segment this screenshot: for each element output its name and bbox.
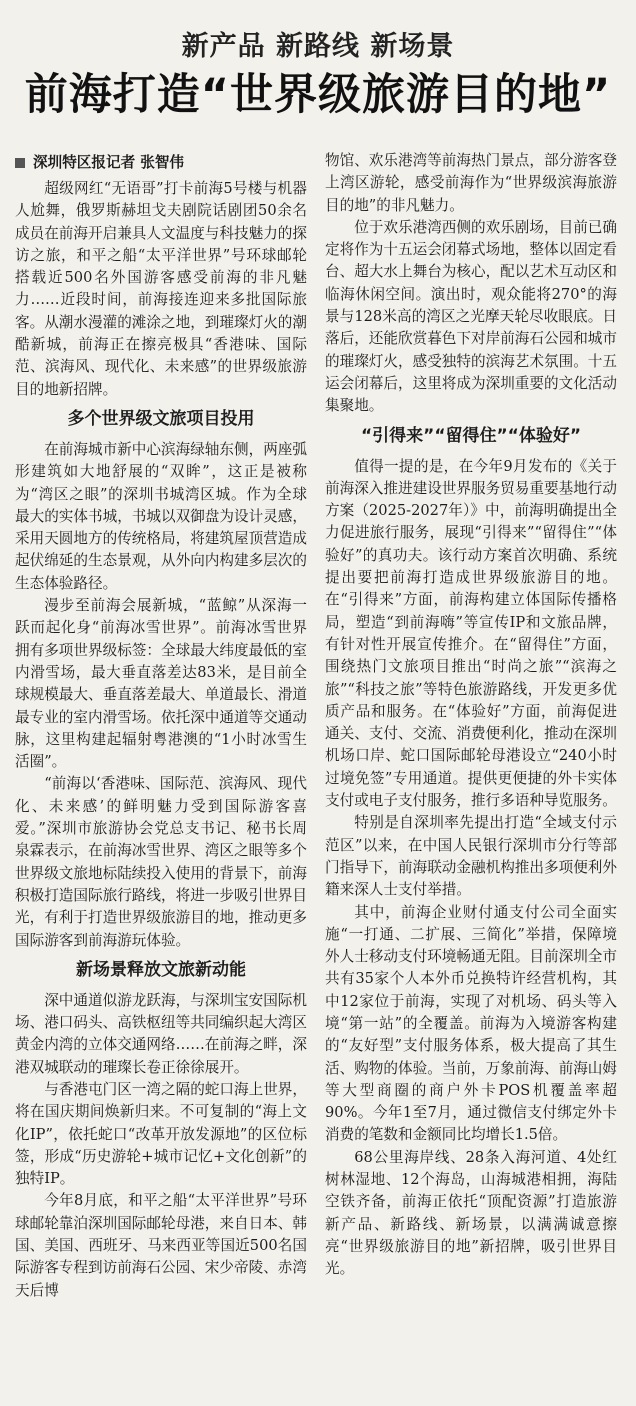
paragraph: 深中通道似游龙跃海，与深圳宝安国际机场、港口码头、高铁枢纽等共同编织起大湾区黄金内湾的立体交通网络……在前海之畔，深港双城联动的璀璨长卷正徐徐展开。 (15, 991, 307, 1076)
paragraph: 68公里海岸线、28条入海河道、4处红树林湿地、12个海岛，山海城港相拥，海陆空铁齐备，前海正依托“顶配资源”打造旅游新产品、新路线、新场景，以满满诚意擦亮“世界级旅游目的地”新招牌，吸引世界目光。 (325, 1148, 617, 1278)
paragraph: 今年8月底，和平之船“太平洋世界”号环球邮轮靠泊深圳国际邮轮母港，来自日本、韩国、美国、西班牙、马来西亚等国近500名国际游客专程到访前海石公园、宋少帝陵、赤湾天后博 (15, 1192, 307, 1299)
paragraph: 位于欢乐港湾西侧的欢乐剧场，目前已确定将作为十五运会闭幕式场地，整体以固定看台、超大水上舞台为核心，配以艺术互动区和临海休闲空间。演出时，观众能将270°的海景与128米高的湾区之光摩天轮尽收眼底。日落后，还能欣赏暮色下对岸前海石公园和城市的璀璨灯火，感受独特的滨海艺术氛围。十五运会闭幕后，这里将成为深圳重要的文化活动集聚地。 (325, 218, 617, 415)
square-bullet-icon (15, 158, 25, 168)
paragraph: 其中，前海企业财付通支付公司全面实施“一打通、二扩展、三简化”举措，保障境外人士移动支付环境畅通无阻。目前深圳全市共有35家个人本外币兑换特许经营机构，其中12家位于前海，实现了对机场、码头等入境“第一站”的全覆盖。前海为入境游客构建的“友好型”支付服务体系，极大提高了其生活、购物的体验。当前，万象前海、前海山姆等大型商圈的商户外卡POS机覆盖率超90%。今年1至7月，通过微信支付绑定外卡消费的笔数和金额同比均增长1.5倍。 (325, 903, 617, 1144)
section-heading: “引得来”“留得住”“体验好” (360, 425, 582, 446)
paragraph: 与香港屯门区一湾之隔的蛇口海上世界，将在国庆期间焕新归来。不可复制的“海上文化IP”，依托蛇口“改革开放发源地”的区位标签，形成“历史游轮+城市记忆+文化创新”的独特IP。 (15, 1080, 307, 1188)
right-column (325, 150, 617, 1281)
byline (15, 150, 307, 176)
section-heading: 多个世界级文旅项目投用 (67, 408, 255, 429)
headline-block (0, 30, 636, 122)
paragraph: 超级网红“无语哥”打卡前海5号楼与机器人尬舞，俄罗斯赫坦戈夫剧院话剧团50余名成员在前海开启兼具人文温度与科技魅力的探访之旅，和平之船“太平洋世界”号环球邮轮搭载近500名外国游客感受前海的非凡魅力……近段时间，前海接连迎来多批国际旅客。从潮水漫灌的滩涂之地，到璀璨灯火的潮酷新城，前海正在擦亮极具“香港味、国际范、滨海风、现代化、未来感”的世界级旅游目的地新招牌。 (15, 180, 307, 398)
paragraph: 值得一提的是，在今年9月发布的《关于前海深入推进建设世界服务贸易重要基地行动方案（2025-2027年）》中，前海明确提出全力促进旅行服务，展现“引得来”“留得住”“体验好”的真功夫。该行动方案首次明确、系统提出要把前海打造成世界级旅游目的地。在“引得来”方面，前海构建立体国际传播格局，塑造“到前海嗨”等宣传IP和文旅品牌，有针对性开展宣传推介。在“留得住”方面，围绕热门文旅项目推出“时尚之旅”“滨海之旅”“科技之旅”等特色旅游路线，开发更多优质产品和服务。在“体验好”方面，前海促进通关、支付、交流、消费便利化，推动在深圳机场口岸、蛇口国际邮轮母港设立“240小时过境免签”专用通道。提供更便捷的外卡实体支付或电子支付服务，推行多语种导览服务。 (325, 457, 617, 810)
section-heading: 新场景释放文旅新动能 (76, 959, 246, 980)
paragraph: 特别是自深圳率先提出打造“全域支付示范区”以来，在中国人民银行深圳市分行等部门指导下，前海联动金融机构推出多项便利外籍来深人士支付举措。 (325, 814, 617, 899)
paragraph-continued: 物馆、欢乐港湾等前海热门景点，部分游客登上湾区游轮，感受前海作为“世界级滨海旅游目的地”的非凡魅力。 (325, 152, 617, 214)
headline: 前海打造“世界级旅游目的地” (24, 70, 612, 120)
byline-text: 深圳特区报记者 张智伟 (33, 154, 185, 171)
subheadline: 新产品 新路线 新场景 (181, 31, 455, 62)
paragraph: 在前海城市新中心滨海绿轴东侧，两座弧形建筑如大地舒展的“双眸”，这正是被称为“湾区之眼”的深圳书城湾区城。作为全球最大的实体书城，书城以双御盘为设计灵感，采用天圆地方的传统格局，将建筑屋顶营造成起伏绵延的生态景观，从外向内构建多层次的生态体验路径。 (15, 440, 307, 592)
paragraph: “前海以‘香港味、国际范、滨海风、现代化、未来感’的鲜明魅力受到国际游客喜爱。”深圳市旅游协会党总支书记、秘书长周泉霖表示，在前海冰雪世界、湾区之眼等多个世界级文旅地标陆续投入使用的背景下，前海积极打造国际旅行路线，将进一步吸引世界目光，有利于打造世界级旅游目的地，推动更多国际游客到前海游玩体验。 (15, 775, 307, 949)
paragraph: 漫步至前海会展新城，“蓝鲸”从深海一跃而起化身“前海冰雪世界”。前海冰雪世界拥有多项世界级标签：全球最大纬度最低的室内滑雪场，最大垂直落差达83米，是目前全球规模最大、垂直落差最大、单道最长、滑道最专业的室内滑雪场。依托深中通道等交通动脉，这里构建起辐射粤港澳的“1小时冰雪生活圈”。 (15, 597, 307, 771)
left-column (15, 150, 307, 1302)
